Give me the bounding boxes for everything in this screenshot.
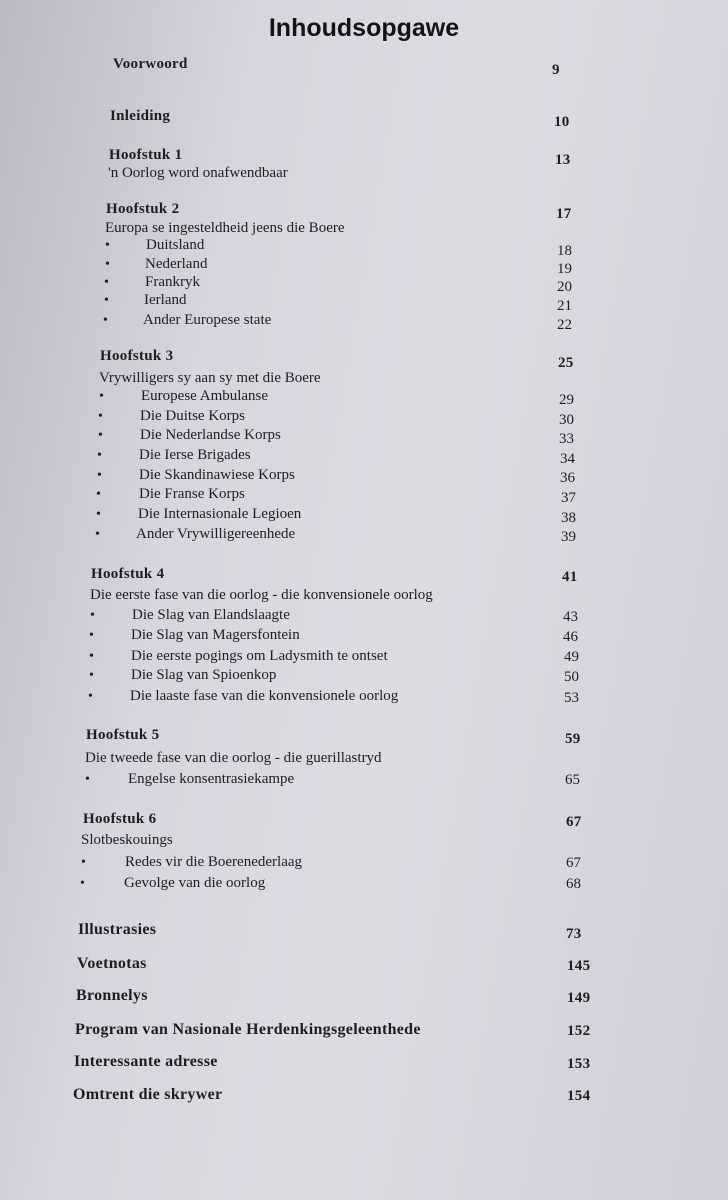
toc-item: Ander Europese state (143, 312, 272, 328)
toc-item: Duitsland (146, 237, 205, 253)
toc-item: Die Ierse Brigades (139, 447, 251, 463)
bullet: • (104, 275, 109, 290)
toc-skrywer-page: 154 (567, 1088, 591, 1104)
bullet: • (85, 772, 90, 787)
bullet: • (98, 428, 103, 443)
toc-item: Die Slag van Spioenkop (131, 667, 277, 683)
bullet: • (95, 527, 100, 542)
chapter-5-subtitle: Die tweede fase van die oorlog - die guerillastryd (85, 750, 382, 766)
bullet: • (80, 876, 85, 891)
bullet: • (89, 668, 94, 683)
chapter-3-subtitle: Vrywilligers sy aan sy met die Boere (99, 370, 321, 386)
bullet: • (90, 608, 95, 623)
toc-inleiding-page: 10 (554, 114, 570, 130)
bullet: • (104, 293, 109, 308)
bullet: • (97, 468, 102, 483)
toc-voorwoord-page: 9 (552, 62, 560, 78)
chapter-4-subtitle: Die eerste fase van die oorlog - die konvensionele oorlog (90, 587, 433, 603)
toc-item: Redes vir die Boerenederlaag (125, 854, 303, 870)
chapter-6-subtitle: Slotbeskouings (81, 832, 173, 848)
toc-item-page: 50 (564, 669, 579, 685)
bullet: • (81, 855, 86, 870)
toc-program: Program van Nasionale Herdenkingsgeleenthede (75, 1021, 421, 1038)
toc-item: Die laaste fase van die konvensionele oorlog (130, 688, 399, 704)
toc-item: Ander Vrywilligereenhede (136, 526, 296, 542)
toc-adresse-page: 153 (567, 1056, 591, 1072)
chapter-5-page: 59 (565, 731, 581, 747)
toc-voorwoord: Voorwoord (113, 56, 188, 72)
bullet: • (89, 649, 94, 664)
toc-inleiding: Inleiding (110, 108, 171, 124)
toc-item: Die Internasionale Legioen (138, 506, 302, 522)
toc-item: Gevolge van die oorlog (124, 875, 266, 891)
toc-item: Engelse konsentrasiekampe (128, 771, 295, 787)
toc-item: Die eerste pogings om Ladysmith te ontset (131, 648, 388, 664)
toc-item-page: 46 (563, 629, 578, 645)
toc-item-page: 53 (564, 690, 579, 706)
chapter-4-page: 41 (562, 569, 578, 585)
chapter-2-page: 17 (556, 206, 572, 222)
chapter-3-page: 25 (558, 355, 574, 371)
page-title: Inhoudsopgawe (268, 14, 460, 42)
chapter-2-subtitle: Europa se ingesteldheid jeens die Boere (105, 220, 345, 236)
chapter-4-heading: Hoofstuk 4 (91, 566, 165, 582)
chapter-5-heading: Hoofstuk 5 (86, 727, 160, 743)
toc-item-page: 18 (557, 243, 572, 259)
toc-item: Europese Ambulanse (141, 388, 269, 404)
bullet: • (99, 389, 104, 404)
toc-item-page: 34 (560, 451, 575, 467)
toc-item: Die Nederlandse Korps (140, 427, 281, 443)
toc-item-page: 36 (560, 470, 575, 486)
bullet: • (103, 313, 108, 328)
bullet: • (97, 448, 102, 463)
toc-item: Die Skandinawiese Korps (139, 467, 295, 483)
toc-skrywer: Omtrent die skrywer (73, 1086, 223, 1103)
chapter-6-page: 67 (566, 814, 582, 830)
toc-item: Die Duitse Korps (140, 408, 245, 424)
toc-item: Ierland (144, 292, 187, 308)
toc-adresse: Interessante adresse (74, 1053, 218, 1070)
toc-item-page: 33 (559, 431, 574, 447)
bullet: • (89, 628, 94, 643)
toc-item-page: 19 (557, 261, 572, 277)
chapter-1-page: 13 (555, 152, 571, 168)
toc-illustrasies: Illustrasies (78, 921, 157, 938)
chapter-6-heading: Hoofstuk 6 (83, 811, 157, 827)
toc-item-page: 65 (565, 772, 580, 788)
toc-item: Die Slag van Elandslaagte (132, 607, 290, 623)
toc-item-page: 20 (557, 279, 572, 295)
toc-program-page: 152 (567, 1023, 591, 1039)
bullet: • (105, 238, 110, 253)
toc-item-page: 37 (561, 490, 576, 506)
bullet: • (98, 409, 103, 424)
toc-item-page: 68 (566, 876, 581, 892)
toc-item-page: 30 (559, 412, 574, 428)
bullet: • (105, 257, 110, 272)
toc-bronnelys: Bronnelys (76, 987, 148, 1004)
chapter-2-heading: Hoofstuk 2 (106, 201, 180, 217)
chapter-1-heading: Hoofstuk 1 (109, 147, 183, 163)
toc-item-page: 43 (563, 609, 578, 625)
toc-item-page: 39 (561, 529, 576, 545)
toc-item: Die Slag van Magersfontein (131, 627, 300, 643)
toc-illustrasies-page: 73 (566, 926, 582, 942)
bullet: • (96, 487, 101, 502)
toc-item: Die Franse Korps (139, 486, 245, 502)
chapter-3-heading: Hoofstuk 3 (100, 348, 174, 364)
toc-item-page: 21 (557, 298, 572, 314)
toc-item-page: 67 (566, 855, 581, 871)
toc-voetnotas: Voetnotas (77, 955, 147, 972)
toc-item: Frankryk (145, 274, 200, 290)
bullet: • (96, 507, 101, 522)
toc-bronnelys-page: 149 (567, 990, 591, 1006)
toc-item: Nederland (145, 256, 208, 272)
toc-item-page: 49 (564, 649, 579, 665)
toc-item-page: 29 (559, 392, 574, 408)
toc-item-page: 22 (557, 317, 572, 333)
bullet: • (88, 689, 93, 704)
chapter-1-subtitle: 'n Oorlog word onafwendbaar (108, 165, 288, 181)
toc-item-page: 38 (561, 510, 576, 526)
toc-voetnotas-page: 145 (567, 958, 591, 974)
